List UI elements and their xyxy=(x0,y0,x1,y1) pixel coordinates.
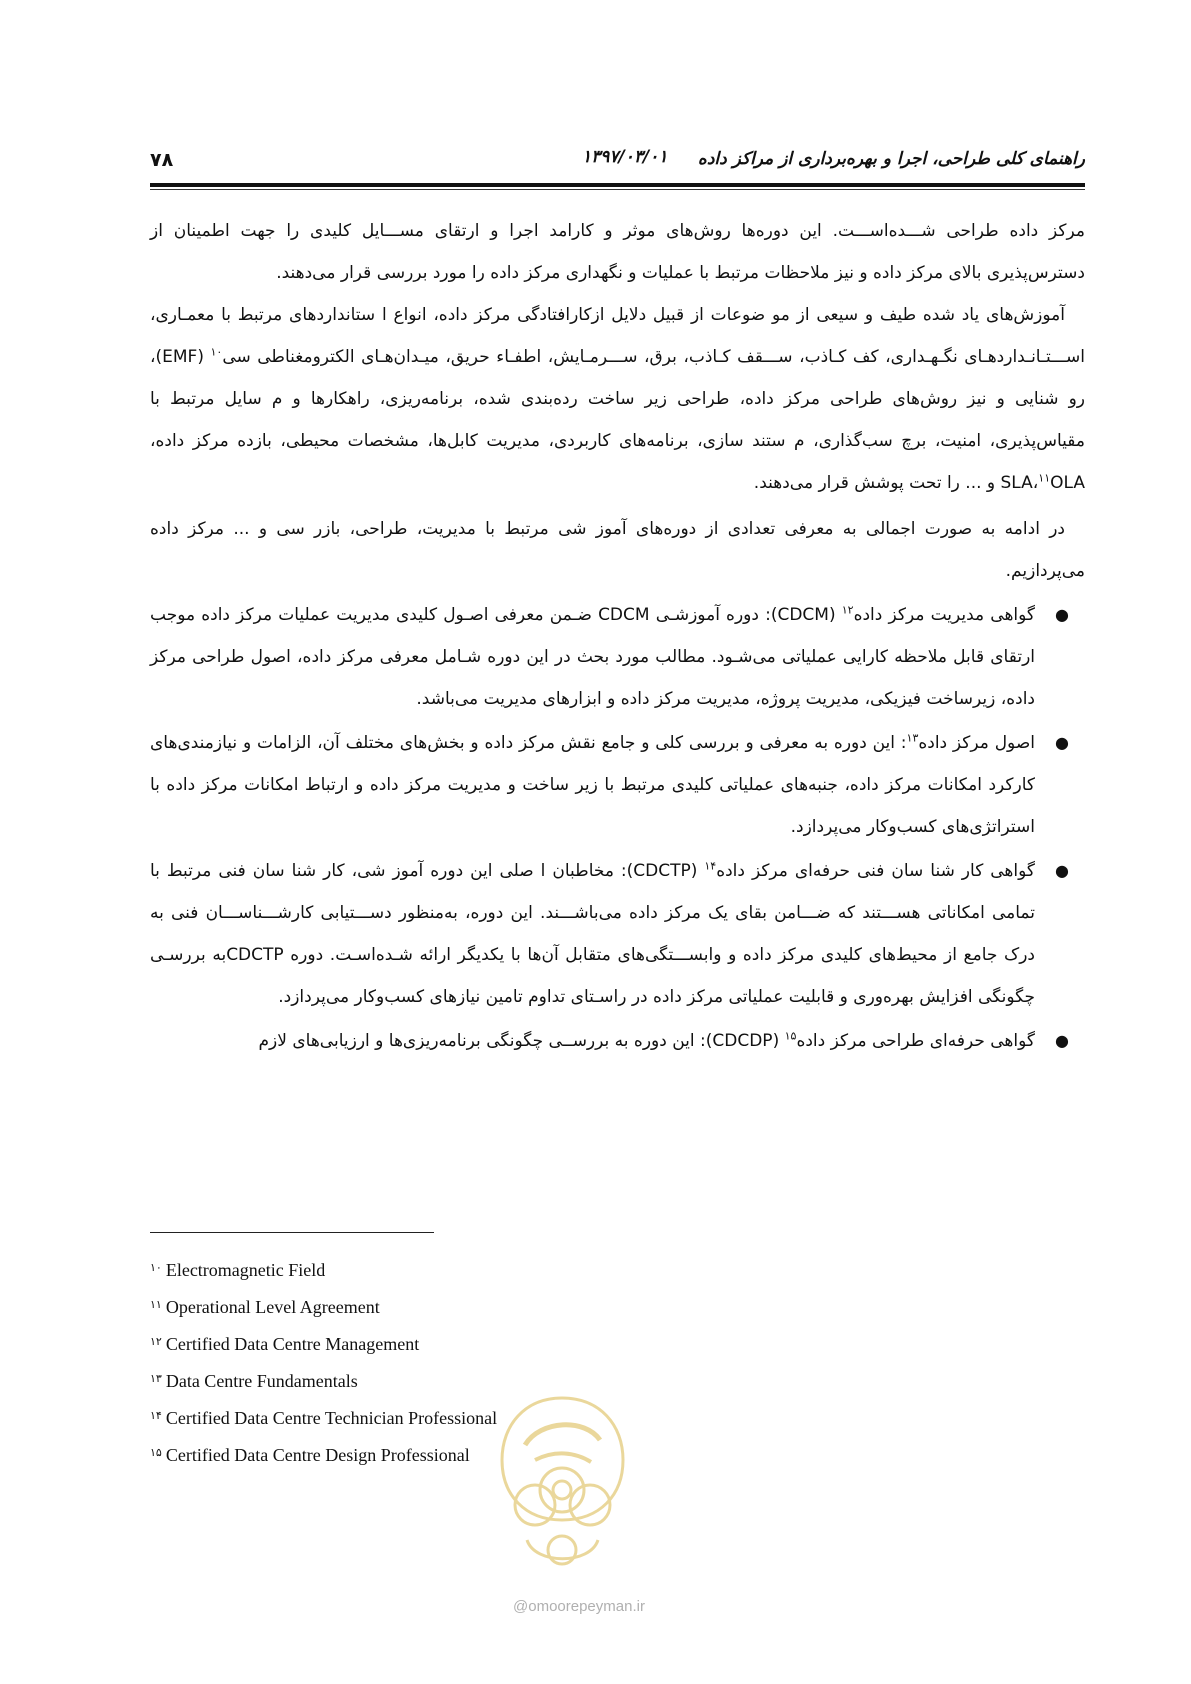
footnote-11: $^{۱۱}$ Operational Level Agreement xyxy=(150,1297,380,1317)
footnote-13: $^{۱۳}$ Data Centre Fundamentals xyxy=(150,1371,358,1391)
list-item: ● گواهی کار شنا سان فنی حرفه‌ای مرکز داده$^{۱۴}$ (CDCTP): مخاطبان ا صلی این دوره آموز شی، کار شنا سان فنی مرتبط با تمامی امکاناتی هســـتند که ضـــامن بقای یک مرکز داده می‌باشـــند. این دوره، به‌منظور دســـتیابی کارشـــناســـان فنی به درک جامع از محیط‌های کلیدی مرکز داده و وابســـتگی‌های متقابل آن‌ها با یکدیگر ارائه شـده‌اسـت. دوره CDCTPبه بررسـی چگونگی افزایش بهره‌وری و قابلیت عملیاتی مرکز داده در راسـتای تداوم تامین نیازهای کسب‌وکار می‌پردازد. xyxy=(150,850,1085,1018)
watermark-logo-icon xyxy=(495,1390,630,1585)
footnote-ref-12: ۱۲ xyxy=(841,603,854,617)
footnote-15: $^{۱۵}$ Certified Data Centre Design Professional xyxy=(150,1445,470,1465)
body-text xyxy=(150,210,1085,1064)
header-rule-thin xyxy=(150,189,1085,190)
footnote-ref-15: ۱۵ xyxy=(784,1029,797,1043)
bullet-icon: ● xyxy=(1055,733,1069,752)
list-item: ● گواهی حرفه‌ای طراحی مرکز داده$^{۱۵}$ (CDCDP): این دوره به بررســی چگونگی برنامه‌ریزی‌ها و ارزیابی‌های لازم xyxy=(150,1020,1085,1062)
page-header xyxy=(150,143,1085,173)
footnote-ref-13: ۱۳ xyxy=(906,731,919,745)
footnote-ref-14: ۱۴ xyxy=(704,859,717,873)
paragraph-1: مرکز داده طراحی شـــده‌اســـت. این دوره‌ها روش‌های موثر و کارامد اجرا و ارتقای مســـایل کلیدی را جهت اطمینان از دسترس‌پذیری بالای مرکز داده و نیز ملاحظات مرتبط با عملیات و نگهداری مرکز داده را مورد بررسی قرار می‌دهند. xyxy=(150,221,1085,283)
footnote-separator xyxy=(150,1232,434,1233)
header-date: ۱۳۹۷/۰۳/۰۱ xyxy=(582,147,668,167)
paragraph-2: آموزش‌های یاد شده طیف و سیعی از مو ضوعات از قبیل دلایل ازکارافتادگی مرکز داده، انواع ا ستانداردهای مرتبط با معمـاری، اســـتـانـداردهـای نگـهـداری، کف کـاذب، ســـقف کـاذب، برق، ســـرمـایش، اطفـاء حریق، میـدان‌هـای الکترومغناطی سی$^{۱۰}$ (EMF)، رو شنایی و نیز روش‌های طراحی مرکز داده، طراحی زیر ساخت رده‌بندی شده، برنامه‌ریزی، راهکارها و م سایل مرتبط با مقیاس‌پذیری، امنیت، برچ سب‌گذاری، م ستند سازی، برنامه‌های کاربردی، مدیریت کابل‌ها، مشخصات محیطی، بازده مرکز داده، SLA،$^{۱۱}$OLA و ... را تحت پوشش قرار می‌دهند. xyxy=(150,305,1086,493)
bullet-icon: ● xyxy=(1055,605,1069,624)
footnote-ref-10: ۱۰ xyxy=(210,345,223,359)
footnote-14: $^{۱۴}$ Certified Data Centre Technician Professional xyxy=(150,1408,498,1428)
header-title: راهنمای کلی طراحی، اجرا و بهره‌برداری از مراکز داده xyxy=(697,149,1085,169)
bullet-icon: ● xyxy=(1055,861,1069,880)
page-number: ۷۸ xyxy=(150,149,174,171)
footnotes xyxy=(150,1250,750,1472)
paragraph-3: در ادامه به صورت اجمالی به معرفی تعدادی از دوره‌های آموز شی مرتبط با مدیریت، طراحی، بازر سی و ... مرکز داده می‌پردازیم. xyxy=(150,519,1085,581)
footnote-12: $^{۱۲}$ Certified Data Centre Management xyxy=(150,1334,420,1354)
watermark-url: @omoorepeyman.ir xyxy=(513,1598,645,1615)
list-item: ● اصول مرکز داده$^{۱۳}$: این دوره به معرفی و بررسی کلی و جامع نقش مرکز داده و بخش‌های مختلف آن، الزامات و نیازمندی‌های کارکرد امکانات مرکز داده، جنبه‌های عملیاتی کلیدی مرتبط با زیر ساخت و مدیریت مرکز داده و ارتباط امکانات مرکز داده با استراتژی‌های کسب‌وکار می‌پردازد. xyxy=(150,722,1085,848)
list-item: ● گواهی مدیریت مرکز داده$^{۱۲}$ (CDCM): دوره آموزشـی CDCM ضـمن معرفی اصـول کلیدی مدیریت عملیات مرکز داده موجب ارتقای قابل ملاحظه کارایی عملیاتی می‌شـود. مطالب مورد بحث در این دوره شـامل معرفی مرکز داده، اصول طراحی مرکز داده، زیرساخت فیزیکی، مدیریت پروژه، مدیریت مرکز داده و ابزارهای مدیریت می‌باشد. xyxy=(150,594,1085,720)
header-rule-thick xyxy=(150,183,1085,187)
footnote-ref-11: ۱۱ xyxy=(1038,471,1051,485)
course-list xyxy=(150,594,1085,1062)
footnote-10: $^{۱۰}$ Electromagnetic Field xyxy=(150,1260,326,1280)
bullet-icon: ● xyxy=(1055,1031,1069,1050)
